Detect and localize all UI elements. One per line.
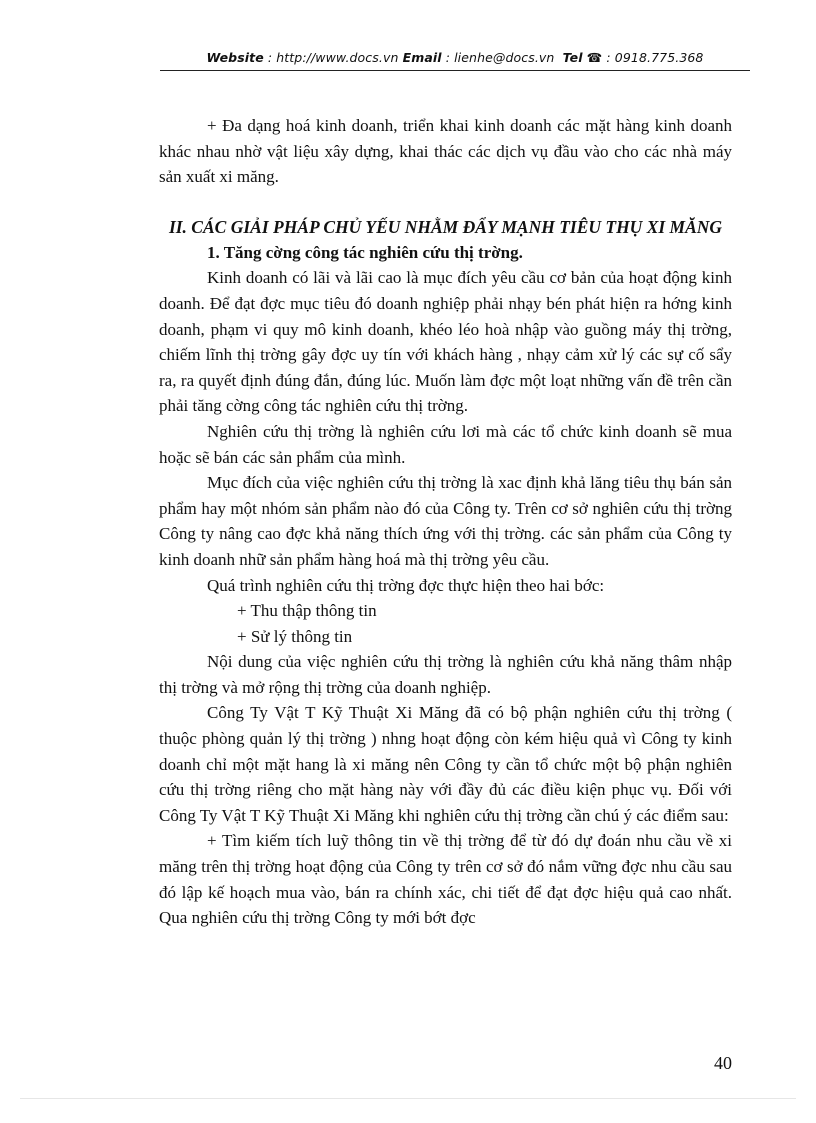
- tel-label: Tel: [562, 50, 583, 65]
- paragraph-7: + Tìm kiếm tích luỹ thông tin về thị trờng để từ đó dự đoán nhu cầu về xi măng trên thị trờng hoạt động của Công ty trên cơ sở đó nắm vững đợc nhu cầu sau đó lập kế hoạch mua vào, bán ra chính xác, chi tiết để đạt đợc hiệu quả cao nhất. Qua nghiên cứu thị trờng Công ty mới bớt đợc: [159, 831, 732, 928]
- paragraph-5: Nội dung của việc nghiên cứu thị trờng là nghiên cứu khả năng thâm nhập thị trờng và mở rộng thị trờng của doanh nghiệp.: [159, 652, 732, 697]
- paragraph-3: Mục đích của việc nghiên cứu thị trờng là xac định khả lăng tiêu thụ bán sản phẩm hay một nhóm sản phẩm nào đó của Công ty. Trên cơ sở nghiên cứu thị trờng Công ty nâng cao đợc khả năng thích ứng với thị trờng. các sản phẩm của Công ty kinh doanh nhữ sản phẩm hàng hoá mà thị trờng yêu cầu.: [159, 473, 732, 569]
- paragraph-2: Nghiên cứu thị trờng là nghiên cứu lơi mà các tổ chức kinh doanh sẽ mua hoặc sẽ bán các sản phẩm của mình.: [159, 421, 732, 467]
- paragraph-6: Công Ty Vật T Kỹ Thuật Xi Măng đã có bộ phận nghiên cứu thị trờng ( thuộc phòng quản lý thị trờng ) nhng hoạt động còn kém hiệu quả vì Công ty kinh doanh chỉ một mặt hang là xi măng nên Công ty cần tổ chức một bộ phận nghiên cứu thị trờng riêng cho mặt hàng này với đầy đủ các điều kiện phục vụ. Đối với Công Ty Vật T Kỹ Thuật Xi Măng khi nghiên cứu thị trờng cần chú ý các điểm sau:: [159, 703, 732, 825]
- header-divider: [160, 70, 750, 71]
- step-2: + Sử lý thông tin: [237, 626, 353, 646]
- email-label: Email: [402, 50, 442, 65]
- subsection-title: 1. Tăng cờng công tác nghiên cứu thị trờng.: [207, 242, 523, 262]
- email-address[interactable]: lienhe@docs.vn: [454, 50, 555, 65]
- website-url[interactable]: http://www.docs.vn: [276, 50, 399, 65]
- page-header: [160, 50, 750, 65]
- paragraph-4: Quá trình nghiên cứu thị trờng đợc thực hiện theo hai bớc:: [207, 575, 605, 595]
- footer-divider: [20, 1098, 796, 1099]
- step-1: + Thu thập thông tin: [237, 601, 377, 621]
- paragraph-1: Kinh doanh có lãi và lãi cao là mục đích yêu cầu cơ bản của hoạt động kinh doanh. Để đạt đợc mục tiêu đó doanh nghiệp phải nhạy bén phát hiện ra hớng kinh doanh, phạm vi quy mô kinh doanh, khéo léo hoà nhập vào guồng máy thị trờng, chiếm lĩnh thị trờng gây đợc uy tín với khách hàng , nhạy cảm xử lý các sự cố sẩy ra, ra quyết định đúng đắn, đúng lúc. Muốn làm đợc một loạt những vấn đề trên cần phải tăng cờng công tác nghiên cứu thị trờng.: [159, 268, 732, 416]
- website-label: Website: [206, 50, 264, 65]
- intro-bullet: + Đa dạng hoá kinh doanh, triển khai kinh doanh các mặt hàng kinh doanh khác nhau nhờ vật liệu xây dựng, khai thác các dịch vụ đầu vào cho các nhà máy sản xuất xi măng.: [159, 116, 732, 187]
- website-separator: :: [263, 50, 277, 65]
- page-number: 40: [714, 1053, 732, 1073]
- document-body: [159, 113, 732, 931]
- tel-number: : 0918.775.368: [602, 50, 704, 65]
- email-separator: :: [441, 50, 455, 65]
- phone-icon: ☎: [586, 50, 603, 65]
- section-title: II. CÁC GIẢI PHÁP CHỦ YẾU NHẰM ĐẨY MẠNH TIÊU THỤ XI MĂNG: [168, 216, 723, 237]
